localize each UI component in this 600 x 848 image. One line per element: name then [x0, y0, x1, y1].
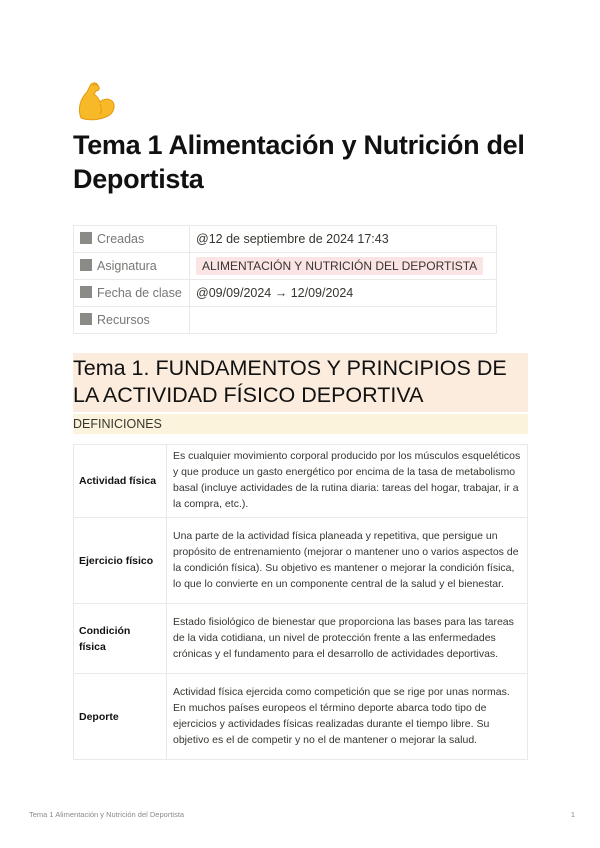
- property-label: Asignatura: [97, 259, 157, 273]
- property-type-icon: [80, 232, 92, 244]
- properties-table: [73, 225, 497, 334]
- page-number: 1: [570, 810, 575, 819]
- section-subheading: DEFINICIONES: [73, 414, 528, 434]
- table-row: [74, 674, 528, 760]
- property-row-fecha-de-clase: [74, 280, 497, 307]
- property-type-icon: [80, 313, 92, 325]
- definition-term: Deporte: [74, 674, 167, 760]
- definitions-table: [73, 444, 528, 760]
- definition-text: Una parte de la actividad física planeada y repetitiva, que persigue un propósito de entrenamiento (mejorar o mantener uno o varios aspectos de la condición física). Su objetivo es mantener o mejorar la condición física, lo que lo convierte en un componente central de la salud y el bienestar.: [167, 518, 528, 604]
- table-row: [74, 604, 528, 674]
- property-row-creadas: [74, 226, 497, 253]
- footer-title: Tema 1 Alimentación y Nutrición del Deportista: [29, 810, 185, 819]
- property-label: Creadas: [97, 232, 145, 246]
- page-title: Tema 1 Alimentación y Nutrición del Deportista: [73, 130, 525, 194]
- definition-text: Estado fisiológico de bienestar que proporciona las bases para las tareas de la vida cotidiana, un nivel de protección frente a las enfermedades crónicas y el fundamento para el desarrollo de actividades deportivas.: [167, 604, 528, 674]
- property-type-icon: [80, 259, 92, 271]
- page-footer: [29, 810, 575, 819]
- flexed-biceps-icon: [73, 78, 117, 122]
- table-row: [74, 445, 528, 518]
- property-value-creadas[interactable]: @12 de septiembre de 2024 17:43: [190, 226, 497, 253]
- property-row-recursos: [74, 307, 497, 334]
- property-row-asignatura: [74, 253, 497, 280]
- definition-term: Actividad física: [74, 445, 167, 518]
- property-label: Fecha de clase: [97, 286, 182, 300]
- definition-term: Ejercicio físico: [74, 518, 167, 604]
- property-type-icon: [80, 286, 92, 298]
- table-row: [74, 518, 528, 604]
- definition-text: Es cualquier movimiento corporal producido por los músculos esqueléticos y que produce un gasto energético por encima de la tasa de metabolismo basal (incluye actividades de la rutina diaria: tareas del hogar, trabajar, ir a la compra, etc.).: [167, 445, 528, 518]
- definition-text: Actividad física ejercida como competición que se rige por unas normas. En muchos países europeos el término deporte abarca todo tipo de ejercicios y actividades físicas realizadas durante el tiempo libre. Su objetivo es el de competir y no el de mantener o mejorar la salud.: [167, 674, 528, 760]
- section-heading: Tema 1. FUNDAMENTOS Y PRINCIPIOS DE LA ACTIVIDAD FÍSICO DEPORTIVA: [73, 353, 528, 412]
- property-value-fecha[interactable]: @09/09/2024 → 12/09/2024: [190, 280, 497, 307]
- definition-term: Condición física: [74, 604, 167, 674]
- property-label: Recursos: [97, 313, 150, 327]
- property-value-recursos[interactable]: [190, 307, 497, 334]
- asignatura-tag[interactable]: ALIMENTACIÓN Y NUTRICIÓN DEL DEPORTISTA: [196, 257, 483, 275]
